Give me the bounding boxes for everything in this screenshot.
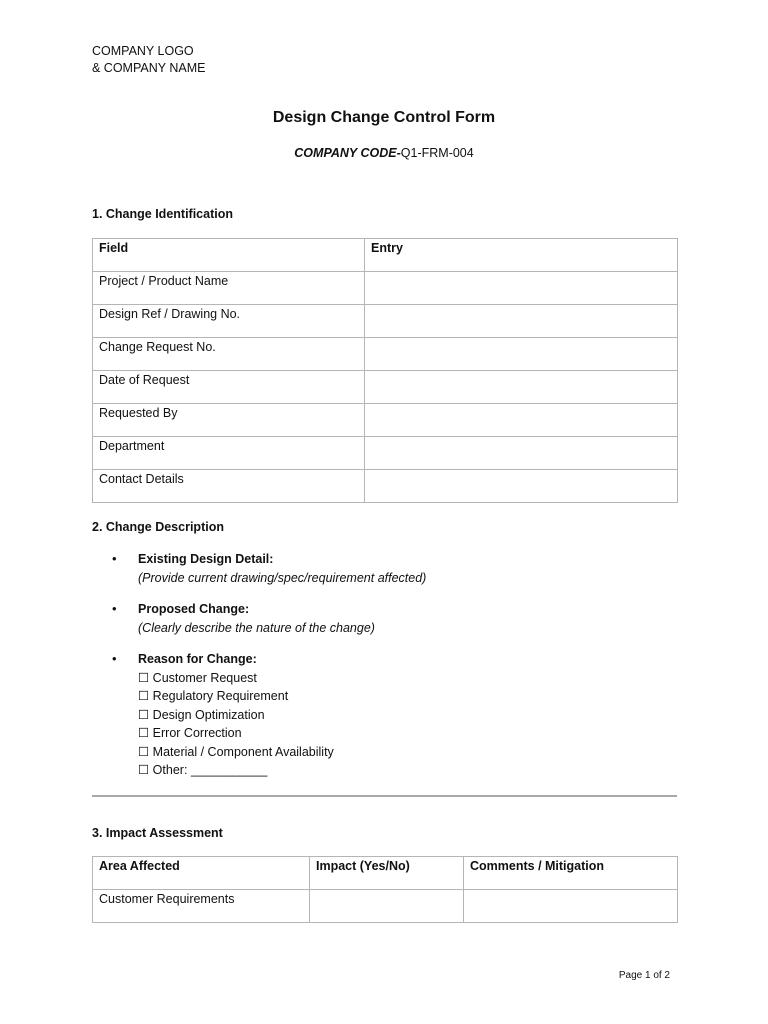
existing-design-label: Existing Design Detail: bbox=[138, 552, 274, 566]
company-logo-placeholder bbox=[92, 43, 205, 77]
checkbox-option-other[interactable]: ☐ Other: ___________ bbox=[138, 763, 268, 777]
table-row bbox=[93, 437, 678, 470]
entry-cell[interactable] bbox=[365, 404, 678, 437]
column-header-entry: Entry bbox=[365, 239, 678, 272]
checkbox-option-regulatory-requirement[interactable]: ☐ Regulatory Requirement bbox=[138, 689, 289, 703]
column-header-comments: Comments / Mitigation bbox=[464, 857, 678, 890]
checkbox-option-customer-request[interactable]: ☐ Customer Request bbox=[138, 670, 257, 685]
form-title: Design Change Control Form bbox=[272, 109, 496, 126]
proposed-change-note: (Clearly describe the nature of the change) bbox=[138, 620, 375, 635]
entry-cell[interactable] bbox=[365, 272, 678, 305]
field-label: Design Ref / Drawing No. bbox=[93, 305, 365, 338]
logo-line-2: & COMPANY NAME bbox=[92, 61, 206, 75]
reason-for-change-label: Reason for Change: bbox=[138, 652, 257, 666]
table-header-row bbox=[93, 857, 678, 890]
entry-cell[interactable] bbox=[365, 371, 678, 404]
bullet-dot: • bbox=[112, 651, 117, 666]
section-heading-impact-assessment: 3. Impact Assessment bbox=[92, 826, 223, 840]
table-row bbox=[93, 404, 678, 437]
company-code-value: Q1-FRM-004 bbox=[400, 146, 474, 160]
section-heading-change-description: 2. Change Description bbox=[92, 520, 224, 534]
proposed-change-label: Proposed Change: bbox=[138, 602, 250, 616]
field-label: Project / Product Name bbox=[93, 272, 365, 305]
checkbox-option-error-correction[interactable]: ☐ Error Correction bbox=[138, 726, 242, 740]
checkbox-option-material-availability[interactable]: ☐ Material / Component Availability bbox=[138, 744, 334, 759]
bullet-dot: • bbox=[112, 601, 117, 616]
change-identification-table bbox=[92, 238, 678, 503]
table-row bbox=[93, 272, 678, 305]
table-row bbox=[93, 470, 678, 503]
logo-line-1: COMPANY LOGO bbox=[92, 44, 194, 58]
entry-cell[interactable] bbox=[365, 305, 678, 338]
existing-design-note: (Provide current drawing/spec/requirement affected) bbox=[138, 570, 427, 585]
company-code bbox=[0, 146, 768, 160]
table-row bbox=[93, 338, 678, 371]
section-heading-change-identification: 1. Change Identification bbox=[92, 207, 233, 221]
bullet-dot: • bbox=[112, 551, 117, 566]
field-label: Change Request No. bbox=[93, 338, 365, 371]
table-row bbox=[93, 890, 678, 923]
field-label: Requested By bbox=[93, 404, 365, 437]
list-item-existing-design bbox=[112, 550, 672, 587]
field-label: Date of Request bbox=[93, 371, 365, 404]
page-number: Page 1 of 2 bbox=[618, 970, 670, 981]
field-label: Department bbox=[93, 437, 365, 470]
entry-cell[interactable] bbox=[365, 338, 678, 371]
table-header-row bbox=[93, 239, 678, 272]
field-label: Contact Details bbox=[93, 470, 365, 503]
table-row bbox=[93, 371, 678, 404]
entry-cell[interactable] bbox=[365, 470, 678, 503]
checkbox-option-design-optimization[interactable]: ☐ Design Optimization bbox=[138, 707, 265, 722]
list-item-proposed-change bbox=[112, 600, 672, 637]
comments-cell[interactable] bbox=[464, 890, 678, 923]
column-header-impact: Impact (Yes/No) bbox=[310, 857, 464, 890]
column-header-area-affected: Area Affected bbox=[93, 857, 310, 890]
company-code-label: COMPANY CODE- bbox=[294, 146, 401, 160]
impact-cell[interactable] bbox=[310, 890, 464, 923]
column-header-field: Field bbox=[93, 239, 365, 272]
list-item-reason-for-change bbox=[112, 650, 672, 780]
entry-cell[interactable] bbox=[365, 437, 678, 470]
table-row bbox=[93, 305, 678, 338]
area-affected-cell: Customer Requirements bbox=[93, 890, 310, 923]
section-divider bbox=[92, 795, 677, 797]
impact-assessment-table bbox=[92, 856, 678, 923]
change-description-list bbox=[112, 550, 672, 780]
